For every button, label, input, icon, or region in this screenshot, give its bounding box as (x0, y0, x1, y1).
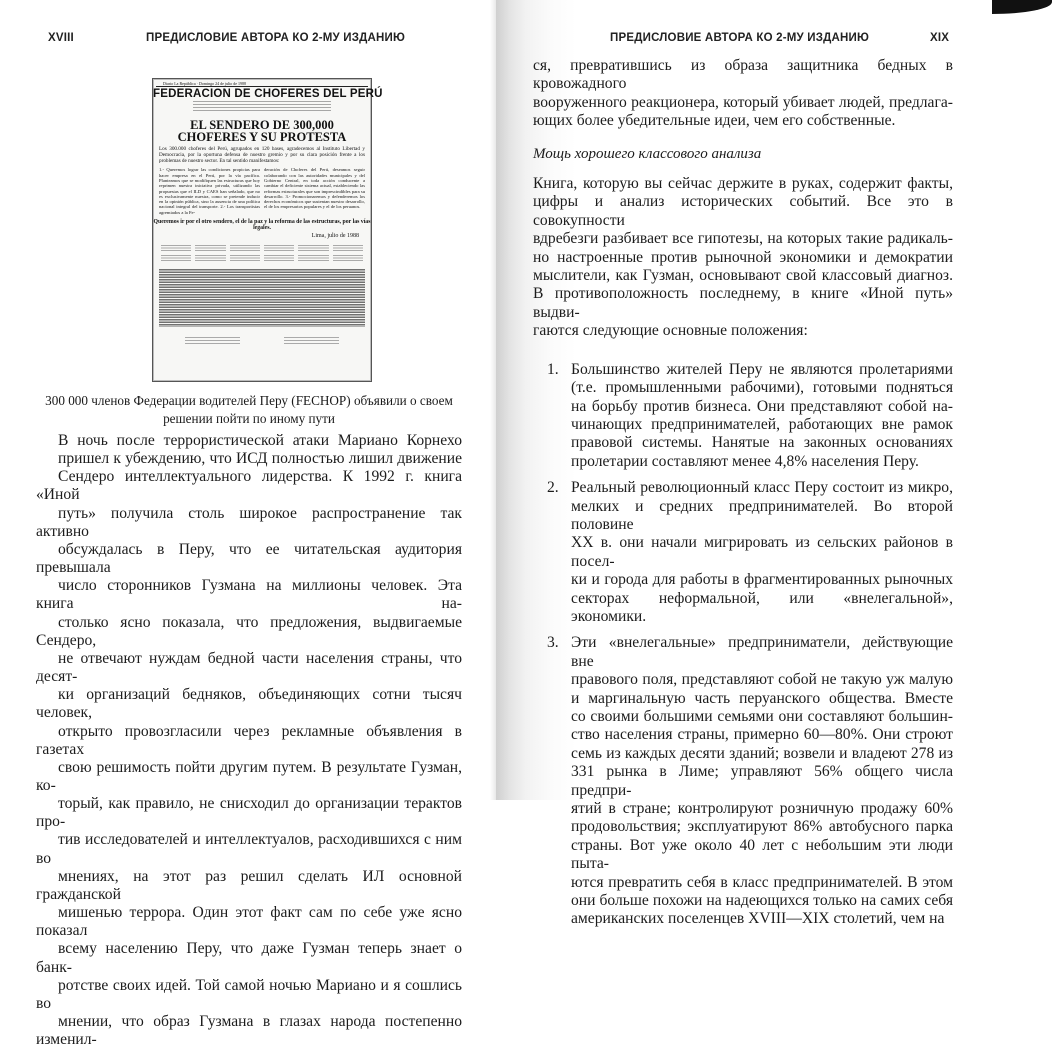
text-line: ки организаций бедняков, объединяющих сотни тысяч человек, (36, 686, 462, 722)
paragraph (36, 432, 462, 1049)
text-line: ство населения страны, примерно 60—80%. Они строют (571, 726, 953, 744)
clipping-headline (153, 119, 371, 143)
left-page (0, 0, 496, 1049)
text-line: и маргинальную часть перуанского общества. Вместе (571, 689, 953, 707)
text-line: со своими большими семьями они составляют большин- (571, 708, 953, 725)
text-line: В ночь после террористической атаки Мариано Корнехо (58, 432, 462, 449)
text-line: ся, превратившись из образа защитника бедных в кровожадного (533, 57, 953, 93)
text-line: американских поселенцев XVIII—XIX столетий, чем на (571, 910, 945, 928)
text-line: но настроенные против рыночной экономики и демократии (533, 248, 953, 266)
text-line: число сторонников Гузмана на миллионы человек. Эта книга на- (36, 577, 462, 613)
text-line: пришел к убеждению, что ИСД полностью лишил движение (58, 450, 462, 468)
text-line: ки и города для работы в фрагментированных рыночных (571, 571, 953, 589)
text-line: мелких и средних предпринимателей. Во второй половине (571, 497, 953, 533)
text-line: не отвечают нуждам бедной части населения страны, что десят- (36, 649, 462, 686)
clipping-masthead: FEDERACION DE CHOFERES DEL PERÚ (153, 88, 383, 100)
text-line: ротстве своих идей. Той самой ночью Мариано и я сошлись во (36, 976, 462, 1012)
text-line: Реальный революционный класс Перу состоит из микро, (571, 479, 953, 497)
right-page (496, 0, 1024, 928)
page-number-right: XIX (930, 32, 950, 44)
intro-paragraph (533, 175, 953, 341)
text-line: Сендеро интеллектуального лидерства. К 1992 г. книга «Иной (36, 468, 462, 504)
clipping-headline-line1: EL SENDERO DE 300,000 (190, 118, 334, 132)
clipping-column-1: 1.- Queremos lograr las condiciones propicias para hacer empresa en el Perú, por la vía pacífica. Planteamos que se modifiquen las estructuras que hoy reprimen nuestra iniciativa privada, utilizando las propuestas que el ILD y CAES han señalado, que no es exclusivamente nuestra, como se pretende inducir en la opinión pública, sino la ausencia de una política nacional integral del transporte. 2.- Los transportistas agremiados a la Fe- (159, 167, 260, 215)
numbered-point (533, 479, 953, 626)
text-line: XX в. они начали мигрировать из сельских районов в посел- (571, 534, 953, 570)
text-line: страны. Вот уже около 40 лет с небольшим эти люди пыта- (571, 836, 953, 873)
clipping-rule (156, 86, 368, 87)
clipping-date: Lima, julio de 1988 (311, 233, 359, 240)
text-line: Эти «внелегальные» предприниматели, действующие вне (571, 634, 953, 670)
page-number-left: XVIII (48, 32, 74, 44)
text-line: цифры и анализ исторических событий. Все это в совокупности (533, 193, 953, 229)
section-subheading: Мощь хорошего классового анализа (533, 145, 762, 162)
numbered-points-list (533, 361, 953, 929)
point-text (571, 479, 953, 626)
text-line: (т.е. промышленными рабочими), готовыми подняться (571, 379, 953, 397)
text-line: они больше похожи на надеющихся только на самих себя (571, 892, 953, 910)
text-line: обсуждалась в Перу, что ее читательская аудитория превышала (36, 540, 462, 577)
text-line: вдребезги разбивает все гипотезы, на которых такие радикаль- (533, 230, 953, 248)
running-title-left: ПРЕДИСЛОВИЕ АВТОРА КО 2-МУ ИЗДАНИЮ (146, 32, 406, 44)
numbered-point (533, 361, 953, 471)
clipping-motto: Queremos ir por el otro sendero, el de la paz y la reforma de las estructuras, por las vías legales. (153, 219, 371, 232)
figure-caption: 300 000 членов Федерации водителей Перу (FECHOP) объявили о своем решении пойти по иному пути (45, 393, 453, 426)
text-line: чинающих предпринимателей, работающих вне рамок (571, 415, 953, 433)
text-line: ятий в стране; контролируют розничную продажу 60% (571, 800, 953, 818)
running-title-right: ПРЕДИСЛОВИЕ АВТОРА КО 2-МУ ИЗДАНИЮ (610, 32, 870, 44)
text-line: мнении, что образ Гузмана в глазах народа постепенно изменил- (36, 1013, 462, 1049)
clipping-column-2: deración de Choferes del Perú, deseamos seguir colaborando con las autoridades municipales y del Gobierno Central, en toda acción conducente a cambiar el deficiente sistema actual, estableciendo las reformas estructurales que son imprescindibles para su desarrollo. 3.- Promocionaremos y defenderemos los derechos económicos que sustentan nuestro desarrollo, el de los empresarios populares y el de los peruanos. (264, 167, 365, 210)
text-line: секторах неформальной, или «внелегальной», экономики. (571, 589, 953, 625)
point-number: 1. (547, 360, 559, 378)
clipping-lead-text: Los 300.000 choferes del Perú, agrupados en 120 bases, agradecemos al Instituto Libertad y Democracia, por la oportuna defensa de nuestro gremio y por su clara posición frente a los problemas de nuestro sector. En tal sentido manifestamos: (159, 146, 365, 164)
text-line: всему населению Перу, что даже Гузман теперь знает о банк- (36, 940, 462, 976)
text-line: семь из каждых десяти зданий; возвели и владеют 278 из (571, 744, 953, 762)
text-line: на борьбу против бизнеса. Они представляют собой на- (571, 397, 953, 415)
text-line: пролетарии составляют менее 4,8% населения Перу. (571, 452, 919, 470)
text-line: тив исследователей и интеллектуалов, расходившихся с ним во (36, 831, 462, 867)
right-body-text (533, 57, 953, 937)
text-line: Большинство жителей Перу не являются пролетариями (571, 360, 953, 378)
text-line: В противоположность последнему, в книге «Иной путь» выдви- (533, 285, 953, 321)
clipping-signatures (161, 245, 363, 263)
text-line: 331 рынка в Лиме; управляют 56% общего числа предпри- (571, 763, 953, 799)
newspaper-clipping-image (152, 78, 383, 382)
point-number: 3. (547, 634, 559, 652)
text-line: вооруженного реакционера, который убивает людей, предлага- (533, 93, 953, 111)
text-line: мишенью террора. Один этот факт сам по себе уже ясно показал (36, 904, 462, 940)
text-line: путь» получила столь широкое распространение так активно (36, 504, 462, 540)
text-line: правового поля, представляют собой не такую уж малую (571, 671, 953, 689)
text-line: продовольствия; эксплуатируют 86% автобусного парка (571, 818, 953, 836)
numbered-point (533, 634, 953, 929)
text-line: ющих более убедительные идеи, чем его собственные. (533, 112, 896, 130)
clipping-columns (159, 167, 365, 215)
text-line: правовой системы. Нанятые на законных основаниях (571, 434, 953, 452)
text-line: открыто провозгласили через рекламные объявления в газетах (36, 722, 462, 758)
text-line: столько ясно показала, что предложения, выдвигаемые Сендеро, (36, 613, 462, 649)
text-line: Книга, которую вы сейчас держите в руках, содержит факты, (533, 175, 953, 193)
text-line: мнениях, на этот раз решил сделать ИЛ основной гражданской (36, 867, 462, 903)
clipping-fine-print (159, 269, 365, 327)
point-number: 2. (547, 479, 559, 497)
clipping-address-lines (193, 101, 331, 111)
page-corner-shadow (992, 0, 1052, 14)
text-line: торый, как правило, не снисходил до организации терактов про- (36, 795, 462, 831)
clipping-source-label: Diario La República · Domingo 24 de julio de 1988 (163, 81, 246, 86)
text-line: гаются следующие основные положения: (533, 322, 808, 340)
continuation-paragraph (533, 57, 953, 131)
clipping-footer-signatures (163, 337, 361, 346)
point-text (571, 361, 953, 471)
text-line: ются превратить себя в класс предпринимателей. В этом (571, 873, 953, 891)
left-body-text (36, 432, 462, 1049)
clipping-headline-line2: CHOFERES Y SU PROTESTA (177, 130, 347, 144)
text-line: свою решимость пойти другим путем. В результате Гузман, ко- (36, 758, 462, 794)
point-text (571, 634, 953, 929)
text-line: мыслители, как Гузман, основывают свой классовый диагноз. (533, 267, 953, 285)
